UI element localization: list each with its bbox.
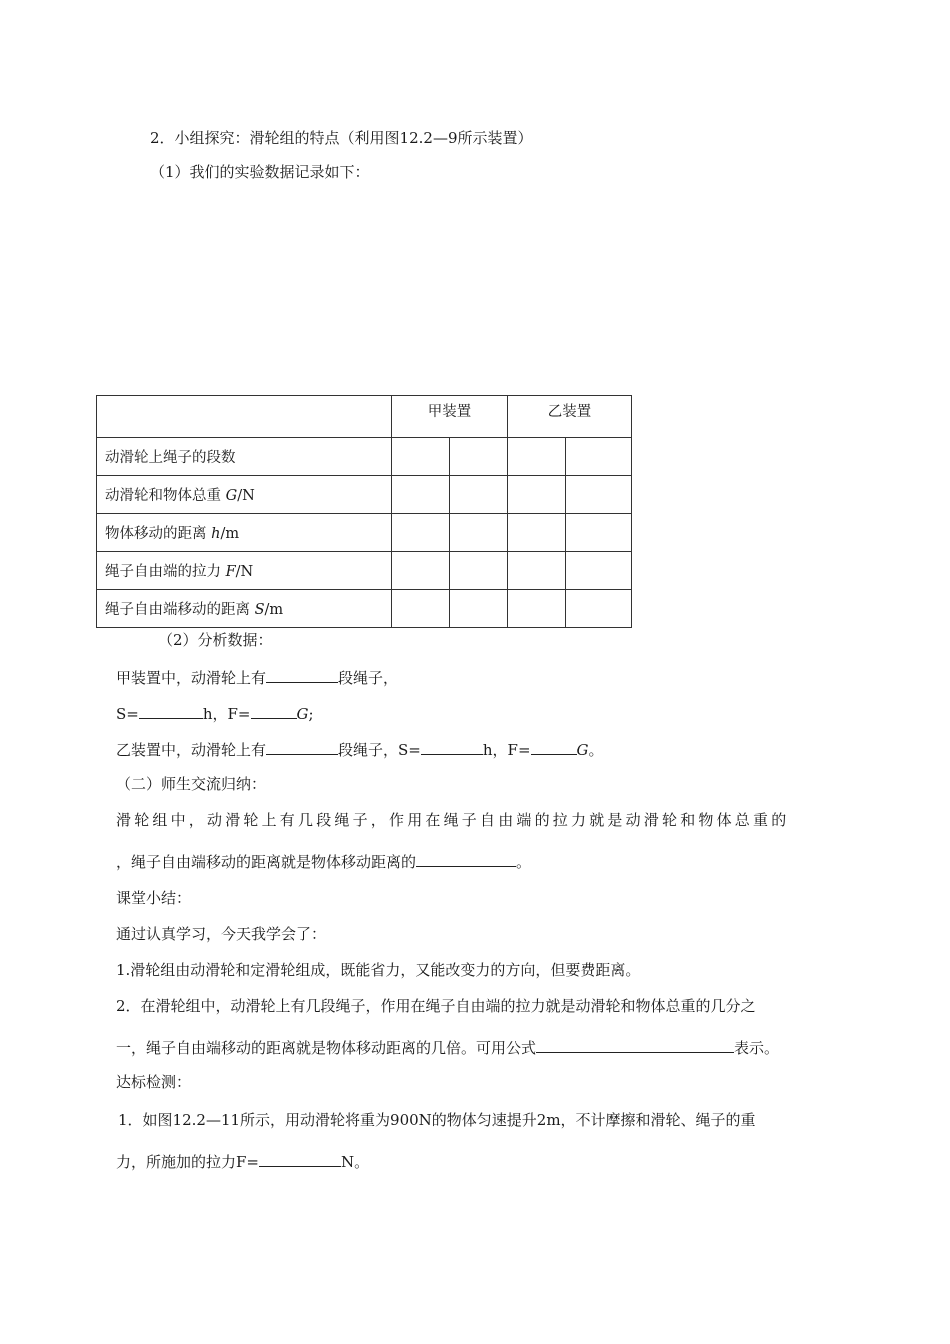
yi-question: 乙装置中，动滑轮上有 段绳子，S= h，F= G。 [116,738,604,760]
answer-blank[interactable] [251,702,297,719]
table-row [97,590,632,628]
summary-paragraph-line-1: 滑轮组中，动滑轮上有几段绳子，作用在绳子自由端的拉力就是动滑轮和物体总重的 [116,811,790,829]
section-title: 2．小组探究：滑轮组的特点（利用图12.2—9所示装置） [150,129,533,147]
item-2-heading: （2）分析数据： [158,631,273,649]
learned-point-2-line-2: 一，绳子自由端移动的距离就是物体移动距离的几倍。可用公式 表示。 [116,1036,779,1058]
row-label: 物体移动的距离 h/m [97,514,392,552]
table-corner-cell [97,396,392,438]
class-summary-heading: 课堂小结： [116,889,192,907]
row-label: 绳子自由端移动的距离 S/m [97,590,392,628]
data-cell[interactable] [566,514,632,552]
header-yi: 乙装置 [508,396,632,438]
data-cell[interactable] [450,590,508,628]
answer-blank[interactable] [266,666,338,683]
table-row [97,514,632,552]
data-cell[interactable] [508,552,566,590]
answer-blank[interactable] [266,738,338,755]
learned-point-1: 1.滑轮组由动滑轮和定滑轮组成，既能省力，又能改变力的方向，但要费距离。 [116,961,641,979]
test-heading: 达标检测： [116,1073,192,1091]
data-cell[interactable] [392,590,450,628]
data-cell[interactable] [392,552,450,590]
data-cell[interactable] [508,476,566,514]
formula-blank[interactable] [536,1036,734,1053]
data-cell[interactable] [566,438,632,476]
data-cell[interactable] [450,552,508,590]
learned-point-2-line-1: 2．在滑轮组中，动滑轮上有几段绳子，作用在绳子自由端的拉力就是动滑轮和物体总重的几分之 [116,997,756,1015]
answer-blank[interactable] [139,702,203,719]
jia-formula: S= h，F= G; [116,702,314,724]
data-cell[interactable] [566,552,632,590]
test-question-1-line-2: 力，所施加的拉力F= N。 [116,1150,369,1172]
test-question-1-line-1: 1．如图12.2—11所示，用动滑轮将重为900N的物体匀速提升2m，不计摩擦和滑轮、绳子的重 [118,1111,756,1129]
answer-blank[interactable] [416,850,516,867]
table-row [97,552,632,590]
row-label: 动滑轮和物体总重 G/N [97,476,392,514]
jia-question: 甲装置中，动滑轮上有 段绳子， [116,666,398,688]
data-cell[interactable] [392,476,450,514]
data-cell[interactable] [392,514,450,552]
data-cell[interactable] [450,476,508,514]
data-cell[interactable] [508,590,566,628]
answer-blank[interactable] [259,1150,341,1167]
item-1-heading: （1）我们的实验数据记录如下： [150,163,370,181]
data-table [96,395,632,628]
data-cell[interactable] [392,438,450,476]
data-cell[interactable] [566,476,632,514]
part-2-heading: （二）师生交流归纳： [116,775,267,793]
answer-blank[interactable] [531,738,577,755]
table-header-row [97,396,632,438]
data-cell[interactable] [566,590,632,628]
row-label: 绳子自由端的拉力 F/N [97,552,392,590]
header-jia: 甲装置 [392,396,508,438]
data-cell[interactable] [508,438,566,476]
row-label: 动滑轮上绳子的段数 [97,438,392,476]
answer-blank[interactable] [421,738,483,755]
data-cell[interactable] [450,514,508,552]
data-cell[interactable] [508,514,566,552]
table-row [97,476,632,514]
table-row [97,438,632,476]
learned-intro: 通过认真学习，今天我学会了： [116,925,327,943]
summary-paragraph-line-2: ，绳子自由端移动的距离就是物体移动距离的 。 [116,850,531,872]
data-cell[interactable] [450,438,508,476]
